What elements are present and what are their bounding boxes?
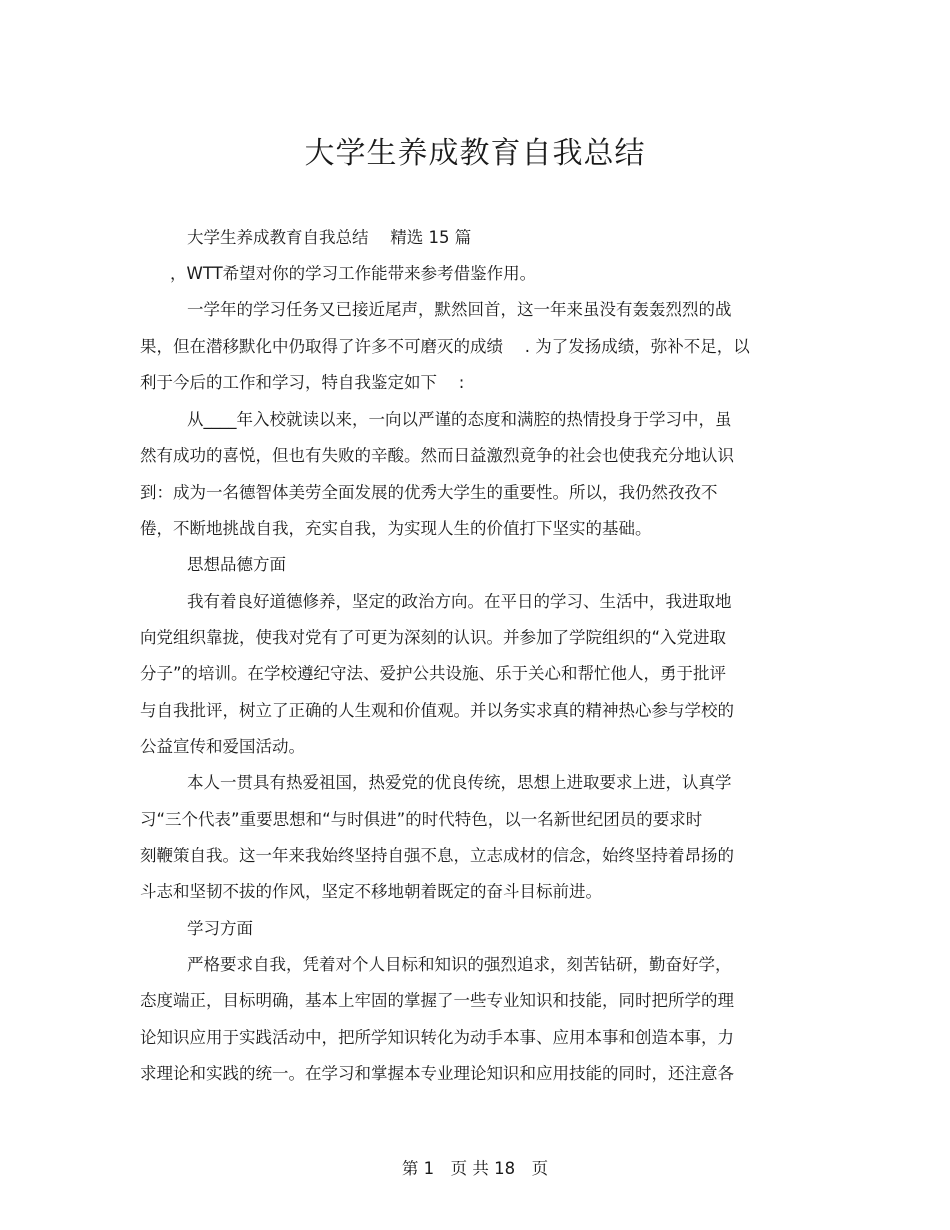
text-line: ，WTT希望对你的学习工作能带来参考借鉴作用。: [170, 264, 537, 283]
text-line: 公益宣传和爱国活动。: [140, 737, 305, 756]
text-line: 从____年入校就读以来，一向以严谨的态度和满腔的热情投身于学习中，虽: [187, 410, 732, 429]
text-line: 刻鞭策自我。这一年来我始终坚持自强不息，立志成材的信念，始终坚持着昂扬的: [140, 846, 734, 865]
text-line: 大学生养成教育自我总结 精选 15 篇: [187, 228, 472, 247]
text-line: 然有成功的喜悦，但也有失败的辛酸。然而日益激烈竟争的社会也使我充分地认识: [140, 446, 734, 465]
document-title: 大学生养成教育自我总结: [304, 136, 646, 171]
text-line: 利于今后的工作和学习，特自我鉴定如下 :: [140, 373, 465, 392]
text-line: 与自我批评，树立了正确的人生观和价值观。并以务实求真的精神热心参与学校的: [140, 701, 734, 720]
text-line: 习“三个代表”重要思想和“与时俱进”的时代特色，以一名新世纪团员的要求时: [140, 810, 703, 829]
section-heading: 思想品德方面: [187, 555, 286, 574]
text-line: 态度端正，目标明确，基本上牢固的掌握了一些专业知识和技能，同时把所学的理: [140, 991, 734, 1010]
page-footer: 第 1 页 共 18 页: [401, 1159, 549, 1178]
text-line: 一学年的学习任务又已接近尾声，默然回首，这一年来虽没有轰轰烈烈的战: [187, 300, 732, 319]
section-heading: 学习方面: [187, 919, 253, 938]
text-line: 斗志和坚韧不拔的作风，坚定不移地朝着既定的奋斗目标前进。: [140, 882, 602, 901]
text-line: 倦，不断地挑战自我，充实自我，为实现人生的价值打下坚实的基础。: [140, 519, 652, 538]
text-line: 分子”的培训。在学校遵纪守法、爱护公共设施、乐于关心和帮忙他人，勇于批评: [140, 664, 727, 683]
text-line: 求理论和实践的统一。在学习和掌握本专业理论知识和应用技能的同时，还注意各: [140, 1064, 734, 1083]
text-line: 我有着良好道德修养，坚定的政治方向。在平日的学习、生活中，我进取地: [187, 592, 732, 611]
text-line: 论知识应用于实践活动中，把所学知识转化为动手本事、应用本事和创造本事，力: [140, 1028, 734, 1047]
text-line: 本人一贯具有热爱祖国，热爱党的优良传统，思想上进取要求上进，认真学: [187, 773, 732, 792]
text-line: 果，但在潜移默化中仍取得了许多不可磨灭的成绩 . 为了发扬成绩，弥补不足，以: [140, 337, 750, 356]
text-line: 到：成为一名德智体美劳全面发展的优秀大学生的重要性。所以，我仍然孜孜不: [140, 483, 718, 502]
text-line: 严格要求自我，凭着对个人目标和知识的强烈追求，刻苦钻研，勤奋好学，: [187, 955, 732, 974]
text-line: 向党组织靠拢，使我对党有了可更为深刻的认识。并参加了学院组织的“入党进取: [140, 628, 727, 647]
